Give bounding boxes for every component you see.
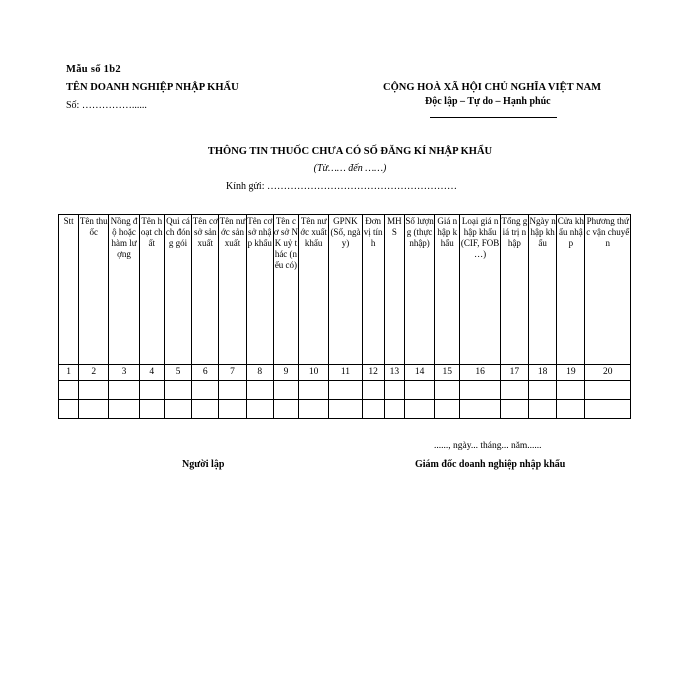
column-number: 14 xyxy=(404,365,434,381)
column-number: 10 xyxy=(299,365,329,381)
empty-cell xyxy=(79,400,109,419)
empty-cell xyxy=(219,400,246,419)
column-header: Stt xyxy=(59,215,79,365)
column-header: Tên nước sản xuất xyxy=(219,215,246,365)
column-number: 6 xyxy=(192,365,219,381)
empty-cell xyxy=(362,381,384,400)
empty-cell xyxy=(557,400,585,419)
column-header: Nồng độ hoặc hàm lượng xyxy=(109,215,139,365)
empty-cell xyxy=(404,381,434,400)
empty-cell xyxy=(384,381,404,400)
column-number: 15 xyxy=(435,365,460,381)
column-header: Qui cách đóng gói xyxy=(164,215,191,365)
empty-cell xyxy=(585,381,631,400)
column-number: 5 xyxy=(164,365,191,381)
empty-cell xyxy=(273,400,298,419)
empty-cell xyxy=(435,381,460,400)
column-header: Cửa khẩu nhập xyxy=(557,215,585,365)
column-header: Tên nước xuất khẩu xyxy=(299,215,329,365)
column-number: 12 xyxy=(362,365,384,381)
motto-underline xyxy=(430,117,557,118)
form-number: Mẫu số 1b2 xyxy=(66,64,121,75)
column-number: 2 xyxy=(79,365,109,381)
column-number-row xyxy=(59,365,631,381)
column-number: 20 xyxy=(585,365,631,381)
column-number: 9 xyxy=(273,365,298,381)
empty-cell xyxy=(362,400,384,419)
header-row xyxy=(59,215,631,365)
empty-cell xyxy=(79,381,109,400)
empty-cell xyxy=(59,400,79,419)
date-line: ......, ngày... tháng... năm...... xyxy=(434,441,542,451)
reporting-period: (Từ…… đến ……) xyxy=(313,163,387,174)
empty-cell xyxy=(528,400,556,419)
column-header: MHS xyxy=(384,215,404,365)
column-header: Tổng giá trị nhập xyxy=(500,215,528,365)
column-header: Số lượng (thực nhập) xyxy=(404,215,434,365)
empty-cell xyxy=(528,381,556,400)
empty-cell xyxy=(299,381,329,400)
empty-cell xyxy=(404,400,434,419)
column-number: 18 xyxy=(528,365,556,381)
empty-cell xyxy=(273,381,298,400)
column-header: Ngày nhập khẩu xyxy=(528,215,556,365)
empty-cell xyxy=(500,381,528,400)
column-header: GPNK (Số, ngày) xyxy=(329,215,362,365)
empty-cell xyxy=(500,400,528,419)
empty-cell xyxy=(219,381,246,400)
table-row xyxy=(59,400,631,419)
empty-cell xyxy=(192,400,219,419)
column-number: 3 xyxy=(109,365,139,381)
column-number: 7 xyxy=(219,365,246,381)
empty-cell xyxy=(329,381,362,400)
import-info-table xyxy=(58,214,631,419)
column-header: Tên cơ sở NK uỷ thác (nếu có) xyxy=(273,215,298,365)
column-number: 16 xyxy=(460,365,500,381)
empty-cell xyxy=(435,400,460,419)
empty-cell xyxy=(192,381,219,400)
director-signature-label: Giám đốc doanh nghiệp nhập khẩu xyxy=(415,459,566,470)
column-header: Giá nhập khẩu xyxy=(435,215,460,365)
empty-cell xyxy=(329,400,362,419)
national-motto: Độc lập – Tự do – Hạnh phúc xyxy=(425,96,551,107)
document-title: THÔNG TIN THUỐC CHƯA CÓ SỐ ĐĂNG KÍ NHẬP KHẨU xyxy=(207,146,493,157)
empty-cell xyxy=(109,400,139,419)
column-header: Tên cơ sở sản xuất xyxy=(192,215,219,365)
empty-cell xyxy=(246,381,273,400)
empty-cell xyxy=(164,381,191,400)
nation-heading: CỘNG HOÀ XÃ HỘI CHỦ NGHĨA VIỆT NAM xyxy=(383,82,602,93)
column-number: 4 xyxy=(139,365,164,381)
empty-cell xyxy=(384,400,404,419)
document-number: Số: ……………...... xyxy=(66,100,147,111)
preparer-signature-label: Người lập xyxy=(182,459,225,470)
column-number: 19 xyxy=(557,365,585,381)
column-number: 11 xyxy=(329,365,362,381)
column-number: 17 xyxy=(500,365,528,381)
empty-cell xyxy=(109,381,139,400)
empty-cell xyxy=(59,381,79,400)
empty-cell xyxy=(246,400,273,419)
column-header: Tên thuốc xyxy=(79,215,109,365)
column-number: 1 xyxy=(59,365,79,381)
column-header: Tên hoạt chất xyxy=(139,215,164,365)
empty-cell xyxy=(139,381,164,400)
empty-cell xyxy=(460,400,500,419)
empty-cell xyxy=(557,381,585,400)
empty-cell xyxy=(139,400,164,419)
column-header: Đơn vị tính xyxy=(362,215,384,365)
company-name: TÊN DOANH NGHIỆP NHẬP KHẨU xyxy=(66,82,239,93)
empty-cell xyxy=(585,400,631,419)
column-header: Tên cơ sở nhập khẩu xyxy=(246,215,273,365)
column-number: 8 xyxy=(246,365,273,381)
column-header: Phương thức vận chuyển xyxy=(585,215,631,365)
table-row xyxy=(59,381,631,400)
recipient-line: Kính gửi: ………………………………………………… xyxy=(226,181,457,192)
empty-cell xyxy=(299,400,329,419)
empty-cell xyxy=(460,381,500,400)
column-number: 13 xyxy=(384,365,404,381)
empty-cell xyxy=(164,400,191,419)
column-header: Loại giá nhập khẩu (CIF, FOB …) xyxy=(460,215,500,365)
